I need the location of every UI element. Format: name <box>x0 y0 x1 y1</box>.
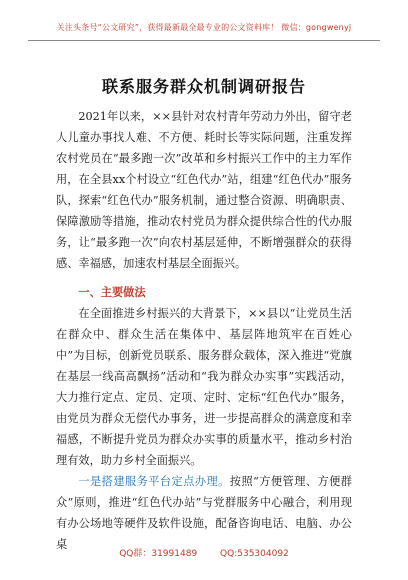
footer-qq: QQ:535304092 <box>220 549 289 559</box>
document-body <box>56 106 352 555</box>
header-banner: 关注头条号“公文研究”，获得最新最全最专业的公文资料库！ 微信：gongwenyj <box>56 23 352 32</box>
header-divider <box>28 40 380 41</box>
point-paragraph <box>56 471 352 555</box>
document-title: 联系服务群众机制调研报告 <box>101 77 306 96</box>
intro-paragraph: 2021年以来，××县针对农村青年劳动力外出，留守老人儿童办事找人难、不方便、耗时长等实际问题，注重发挥农村党员在“最多跑一次”改革和乡村振兴工作中的主力军作用，在全县xx个村设立“红色代办”站，组建“红色代办”服务队，探索“红色代办”服务机制，通过整合资源、明确职责、保障激励等措施，推动农村党员为群众提供综合性的代办服务，让“最多跑一次”向农村基层延伸，不断增强群众的获得感、幸福感，加速农村基层全面振兴。 <box>56 110 352 270</box>
footer-contact <box>0 546 408 559</box>
footer-qq-group: QQ群：31991489 <box>119 549 198 559</box>
section-heading: 一、主要做法 <box>78 286 146 299</box>
point-lead: 一是搭建服务平台定点办理。 <box>78 475 230 488</box>
point-text: 按照“方便管理、方便群众”原则，推进“红色代办站”与党群服务中心融合，利用现有办公场地等硬件及软件设施，配备咨询电话、电脑、办公桌 <box>56 475 352 551</box>
section-paragraph: 在全面推进乡村振兴的大背景下，××县以“让党员生活在群众中、群众生活在集体中、基层阵地筑牢在百姓心中”为目标，创新党员联系、服务群众载体，深入推进“党旗在基层一线高高飘扬”活动和“我为群众办实事”实践活动，大力推行定点、定员、定项、定时、定标“红色代办”服务，由党员为群众无偿代办事务，进一步提高群众的满意度和幸福感，不断提升党员为群众办实事的质量水平，推动乡村治理有效，助力乡村全面振兴。 <box>56 307 352 467</box>
